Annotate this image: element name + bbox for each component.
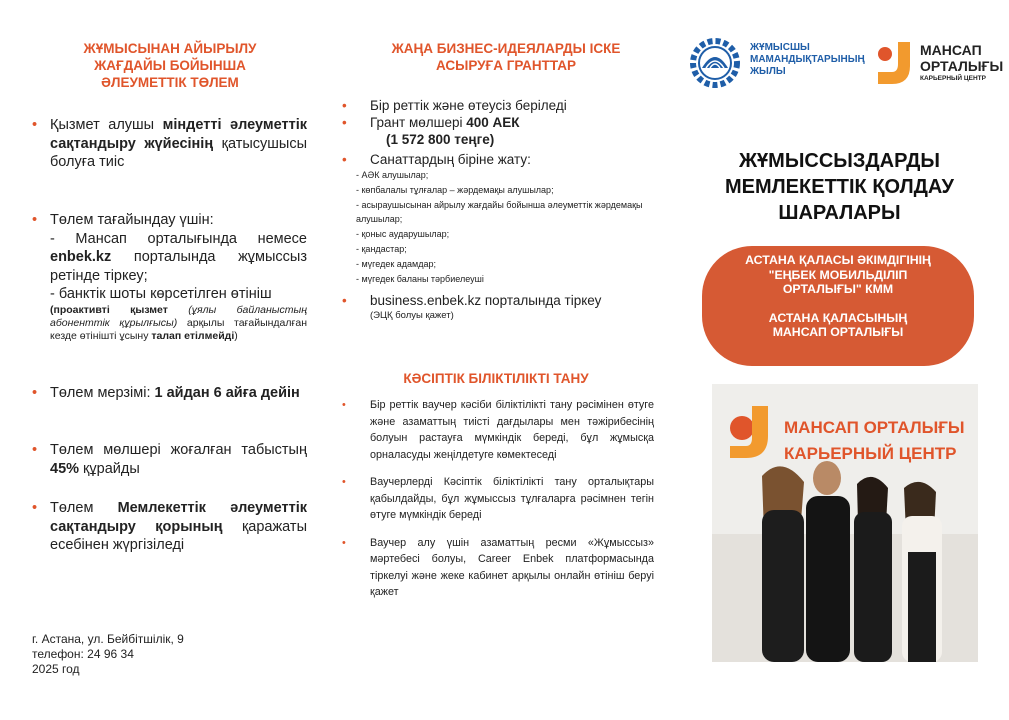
qualification-list — [342, 397, 654, 612]
bullet-icon: • — [32, 385, 38, 401]
grant-item: • Бір реттік және өтеусіз беріледі — [342, 98, 567, 113]
section-heading-grants: ЖАҢА БИЗНЕС-ИДЕЯЛАРДЫ ІСКЕ АСЫРУҒА ГРАНТТАР — [391, 41, 621, 73]
career-center-logo: МАНСАП ОРТАЛЫҒЫ КАРЬЕРНЫЙ ЦЕНТР — [876, 40, 1006, 90]
bullet-icon: • — [32, 442, 38, 458]
bullet-icon: • — [342, 476, 346, 488]
bullet-icon: • — [342, 399, 346, 411]
qualification-item: • Бір реттік ваучер кәсіби біліктілікті тану рәсімінен өтуге және азаматтың тиісті дағдылары мен тәжірибесінің болуын растауға мүмкіндік береді, бұл жұмысқа орналасуды жеңілдетуге көмектеседі — [342, 399, 654, 461]
section-heading-unemployment-benefit: ЖҰМЫСЫНАН АЙЫРЫЛУ ЖАҒДАЙЫ БОЙЫНША ӘЛЕУМЕТТІК ТӨЛЕМ — [83, 41, 257, 90]
contact-block — [32, 632, 184, 677]
register-note: (ЭЦҚ болуы қажет) — [370, 310, 454, 322]
grant-list — [342, 97, 652, 322]
bullet-icon: • — [342, 115, 347, 130]
bullet-icon: • — [342, 536, 346, 549]
grant-item-amount: • Грант мөлшері 400 АЕК — [342, 115, 520, 130]
gear-emblem-icon — [684, 34, 746, 92]
year: 2025 год — [32, 662, 80, 676]
bullet-icon: • — [32, 117, 38, 133]
page-title: ЖҰМЫССЫЗДАРДЫ МЕМЛЕКЕТТІК ҚОЛДАУ ШАРАЛАРЫ — [724, 150, 954, 224]
bullet-icon: • — [32, 212, 38, 228]
section-heading-qualification: КӘСІПТІК БІЛІКТІЛІКТІ ТАНУ — [403, 371, 589, 386]
year-of-workers-logo: ЖҰМЫСШЫ МАМАНДЫҚТАРЫНЫҢ ЖЫЛЫ — [684, 34, 854, 92]
address: г. Астана, ул. Бейбітшілік, 9 — [32, 632, 184, 646]
benefit-item-assign: • Төлем тағайындау үшін: - Мансап орталығында немесе enbek.kz порталында жұмыссыз ретінде тіркеу; - банктік шоты көрсетілген өтініш (проактивті қызмет (ұялы байланыстың абоненттік құрылғысы) арқылы тағайындалған кезде өтінішті ұсыну талап етілмейді) — [32, 212, 307, 342]
grant-item-categories: • Санаттардың біріне жату: — [342, 152, 531, 167]
photo-sign: МАНСАП ОРТАЛЫҒЫ КАРЬЕРНЫЙ ЦЕНТР — [784, 418, 965, 463]
career-center-emblem-icon — [876, 42, 912, 86]
qualification-item: • Ваучер алу үшін азаматтың ресми «Жұмыссыз» мәртебесі болуы, Career Enbek платформасында тіркелуі және жеке кабинет арқылы онлайн өтініш беруі қажет — [342, 536, 654, 598]
benefit-item-amount: • Төлем мөлшері жоғалған табыстың 45% құрайды — [32, 442, 307, 477]
phone: телефон: 24 96 34 — [32, 647, 134, 661]
benefit-item-participant: • Қызмет алушы міндетті әлеуметтік сақтандыру жүйесінің қатысушысы болуға тиіс — [32, 117, 307, 170]
grant-item-amount-tenge: (1 572 800 теңге) — [386, 132, 495, 147]
benefit-item-duration: • Төлем мерзімі: 1 айдан 6 айға дейін — [32, 385, 300, 401]
qualification-item: • Ваучерлерді Кәсіптік біліктілікті тану орталықтары қабылдайды, бұл жұмыссыз тұлғаларға рәсімнен тегін өтуге мүмкіндік береді — [342, 476, 654, 521]
grant-item-register: • business.enbek.kz порталында тіркеу — [342, 293, 602, 309]
organization-badge: АСТАНА ҚАЛАСЫ ӘКІМДІГІНІҢ "ЕҢБЕК МОБИЛЬДІЛІП ОРТАЛЫҒЫ" КММ АСТАНА ҚАЛАСЫНЫҢ МАНСАП ОРТАЛЫҒЫ — [702, 246, 974, 366]
benefit-item-source: • Төлем Мемлекеттік әлеуметтік сақтандыру қорының қаражаты есебінен жүргізіледі — [32, 500, 307, 553]
bullet-icon: • — [342, 293, 347, 309]
bullet-icon: • — [342, 152, 347, 167]
category-list: - АӘК алушылар; - көпбалалы тұлғалар – жәрдемақы алушылар; - асыраушысынан айрылу жағдайы бойынша әлеуметтік жәрдемақы алушылар; - қоныс аударушылар; - қандастар; - мүгедек адамдар; - мүгедек баланы тәрбиелеуші — [356, 170, 643, 284]
team-photo — [712, 384, 978, 662]
bullet-icon: • — [342, 98, 347, 113]
bullet-icon: • — [32, 500, 38, 516]
